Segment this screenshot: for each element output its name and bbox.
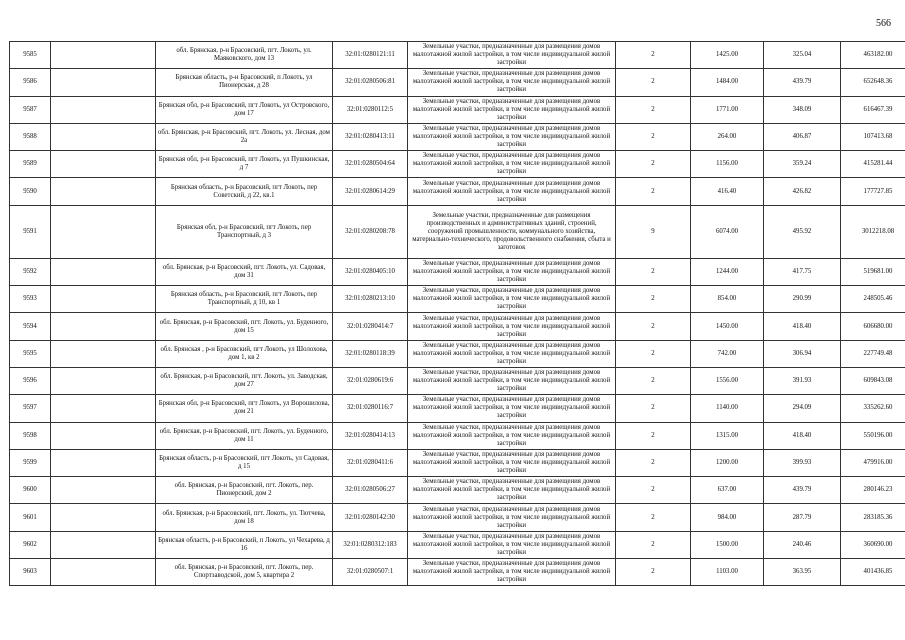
- cadastral-value-cell: 652648.36: [841, 69, 905, 96]
- address-cell: обл. Брянская, р-н Брасовский, пгт. Локоть, ул. Заводская, дом 27: [156, 367, 333, 394]
- address-cell: обл. Брянская, р-н Брасовский, пгт. Локоть, ул. Тютчева, дом 18: [156, 504, 333, 531]
- use-group-cell: 2: [616, 422, 691, 449]
- specific-value-cell: 306.94: [764, 340, 841, 367]
- area-cell: 6074.00: [691, 205, 764, 258]
- table-row: [10, 96, 905, 123]
- table-row: [10, 313, 905, 340]
- area-cell: 637.00: [691, 477, 764, 504]
- table-row: [10, 178, 905, 205]
- land-use-cell: Земельные участки, предназначенные для размещения домов малоэтажной жилой застройки, в том числе индивидуальной жилой застройки: [408, 395, 616, 422]
- cadastral-number-cell: 32:01:0280405:10: [333, 258, 408, 285]
- land-use-cell: Земельные участки, предназначенные для размещения домов малоэтажной жилой застройки, в том числе индивидуальной жилой застройки: [408, 178, 616, 205]
- area-cell: 1244.00: [691, 258, 764, 285]
- land-use-cell: Земельные участки, предназначенные для размещения домов малоэтажной жилой застройки, в том числе индивидуальной жилой застройки: [408, 340, 616, 367]
- cadastral-value-cell: 227749.48: [841, 340, 905, 367]
- use-group-cell: 2: [616, 123, 691, 150]
- use-group-cell: 2: [616, 531, 691, 558]
- row-number-cell: 9595: [10, 340, 51, 367]
- cadastral-number-cell: 32:01:0280142:30: [333, 504, 408, 531]
- specific-value-cell: 391.93: [764, 367, 841, 394]
- use-group-cell: 2: [616, 477, 691, 504]
- specific-value-cell: 439.79: [764, 477, 841, 504]
- blank-cell: [51, 367, 156, 394]
- cadastral-number-cell: 32:01:0280413:11: [333, 123, 408, 150]
- row-number-cell: 9585: [10, 42, 51, 69]
- cadastral-value-cell: 3012218.08: [841, 205, 905, 258]
- table-row: [10, 340, 905, 367]
- land-use-cell: Земельные участки, предназначенные для размещения домов малоэтажной жилой застройки, в том числе индивидуальной жилой застройки: [408, 151, 616, 178]
- row-number-cell: 9598: [10, 422, 51, 449]
- address-cell: обл. Брянская, р-н Брасовский, пгт. Локоть, ул. Буденного, дом 11: [156, 422, 333, 449]
- land-use-cell: Земельные участки, предназначенные для размещения производственных и административных зданий, строений, сооружений промышленности, коммунального хозяйства, материально-технического, продовольственного снабжения, сбыта и заготовок: [408, 205, 616, 258]
- cadastral-number-cell: 32:01:0280414:7: [333, 313, 408, 340]
- address-cell: обл. Брянская, р-н Брасовский, пгт. Локоть, пер. Спортзаводской, дом 5, квартира 2: [156, 559, 333, 586]
- cadastral-number-cell: 32:01:0280614:29: [333, 178, 408, 205]
- address-cell: обл. Брянская, р-н Брасовский, пгт. Локоть, ул. Маяковского, дом 13: [156, 42, 333, 69]
- cadastral-number-cell: 32:01:0280507:1: [333, 559, 408, 586]
- cadastral-number-cell: 32:01:0280213:10: [333, 286, 408, 313]
- specific-value-cell: 348.09: [764, 96, 841, 123]
- address-cell: Брянская обл, р-н Брасовский, пгт Локоть, ул Островского, дом 17: [156, 96, 333, 123]
- row-number-cell: 9594: [10, 313, 51, 340]
- row-number-cell: 9599: [10, 449, 51, 476]
- address-cell: Брянская область, р-н Брасовский, пгт Локоть, пер Советский, д 22, кв.1: [156, 178, 333, 205]
- cadastral-value-cell: 550196.00: [841, 422, 905, 449]
- row-number-cell: 9592: [10, 258, 51, 285]
- address-cell: Брянская область, р-н Брасовский, п Локоть, ул Чехарева, д 16: [156, 531, 333, 558]
- land-use-cell: Земельные участки, предназначенные для размещения домов малоэтажной жилой застройки, в том числе индивидуальной жилой застройки: [408, 422, 616, 449]
- cadastral-value-cell: 479916.00: [841, 449, 905, 476]
- area-cell: 416.40: [691, 178, 764, 205]
- address-cell: Брянская обл, р-н Брасовский, пгт Локоть, пер Транспортный, д 3: [156, 205, 333, 258]
- use-group-cell: 2: [616, 504, 691, 531]
- specific-value-cell: 495.92: [764, 205, 841, 258]
- use-group-cell: 2: [616, 286, 691, 313]
- area-cell: 1140.00: [691, 395, 764, 422]
- area-cell: 1556.00: [691, 367, 764, 394]
- row-number-cell: 9596: [10, 367, 51, 394]
- cadastral-number-cell: 32:01:0280116:7: [333, 395, 408, 422]
- blank-cell: [51, 477, 156, 504]
- table-row: [10, 69, 905, 96]
- use-group-cell: 9: [616, 205, 691, 258]
- land-use-cell: Земельные участки, предназначенные для размещения домов малоэтажной жилой застройки, в том числе индивидуальной жилой застройки: [408, 559, 616, 586]
- table-row: [10, 559, 905, 586]
- blank-cell: [51, 178, 156, 205]
- row-number-cell: 9600: [10, 477, 51, 504]
- area-cell: 1450.00: [691, 313, 764, 340]
- blank-cell: [51, 286, 156, 313]
- row-number-cell: 9588: [10, 123, 51, 150]
- cadastral-value-cell: 177727.85: [841, 178, 905, 205]
- cadastral-number-cell: 32:01:0280312:183: [333, 531, 408, 558]
- specific-value-cell: 359.24: [764, 151, 841, 178]
- blank-cell: [51, 96, 156, 123]
- row-number-cell: 9591: [10, 205, 51, 258]
- cadastral-value-cell: 107413.68: [841, 123, 905, 150]
- land-use-cell: Земельные участки, предназначенные для размещения домов малоэтажной жилой застройки, в том числе индивидуальной жилой застройки: [408, 123, 616, 150]
- use-group-cell: 2: [616, 313, 691, 340]
- area-cell: 1103.00: [691, 559, 764, 586]
- land-use-cell: Земельные участки, предназначенные для размещения домов малоэтажной жилой застройки, в том числе индивидуальной жилой застройки: [408, 367, 616, 394]
- land-use-cell: Земельные участки, предназначенные для размещения домов малоэтажной жилой застройки, в том числе индивидуальной жилой застройки: [408, 96, 616, 123]
- row-number-cell: 9603: [10, 559, 51, 586]
- cadastral-number-cell: 32:01:0280504:64: [333, 151, 408, 178]
- table-row: [10, 367, 905, 394]
- blank-cell: [51, 205, 156, 258]
- specific-value-cell: 426.82: [764, 178, 841, 205]
- table-row: [10, 531, 905, 558]
- address-cell: Брянская область, р-н Брасовский, пгт Локоть, пер Транспортный, д 10, кв 1: [156, 286, 333, 313]
- blank-cell: [51, 340, 156, 367]
- row-number-cell: 9586: [10, 69, 51, 96]
- row-number-cell: 9593: [10, 286, 51, 313]
- blank-cell: [51, 42, 156, 69]
- blank-cell: [51, 151, 156, 178]
- address-cell: Брянская обл, р-н Брасовский, пгт Локоть, ул Ворошилова, дом 21: [156, 395, 333, 422]
- table-row: [10, 123, 905, 150]
- row-number-cell: 9601: [10, 504, 51, 531]
- land-use-cell: Земельные участки, предназначенные для размещения домов малоэтажной жилой застройки, в том числе индивидуальной жилой застройки: [408, 313, 616, 340]
- area-cell: 1315.00: [691, 422, 764, 449]
- address-cell: обл. Брянская, р-н Брасовский, пгт. Локоть, ул. Лесная, дом 2а: [156, 123, 333, 150]
- cadastral-value-cell: 280146.23: [841, 477, 905, 504]
- specific-value-cell: 287.79: [764, 504, 841, 531]
- cadastral-number-cell: 32:01:0280208:78: [333, 205, 408, 258]
- area-cell: 742.00: [691, 340, 764, 367]
- row-number-cell: 9597: [10, 395, 51, 422]
- cadastral-number-cell: 32:01:0280112:5: [333, 96, 408, 123]
- cadastral-value-cell: 360690.00: [841, 531, 905, 558]
- specific-value-cell: 418.40: [764, 313, 841, 340]
- use-group-cell: 2: [616, 151, 691, 178]
- cadastral-value-cell: 609843.08: [841, 367, 905, 394]
- table-row: [10, 205, 905, 258]
- cadastral-value-cell: 519681.00: [841, 258, 905, 285]
- use-group-cell: 2: [616, 449, 691, 476]
- blank-cell: [51, 559, 156, 586]
- cadastral-value-cell: 616467.39: [841, 96, 905, 123]
- area-cell: 264.00: [691, 123, 764, 150]
- table-row: [10, 258, 905, 285]
- use-group-cell: 2: [616, 367, 691, 394]
- blank-cell: [51, 504, 156, 531]
- cadastral-value-cell: 463182.00: [841, 42, 905, 69]
- address-cell: Брянская обл, р-н Брасовский, пгт Локоть, ул Пушкинская, д 7: [156, 151, 333, 178]
- use-group-cell: 2: [616, 340, 691, 367]
- use-group-cell: 2: [616, 69, 691, 96]
- row-number-cell: 9590: [10, 178, 51, 205]
- cadastral-value-cell: 335262.60: [841, 395, 905, 422]
- cadastral-number-cell: 32:01:0280411:6: [333, 449, 408, 476]
- area-cell: 1425.00: [691, 42, 764, 69]
- area-cell: 1200.00: [691, 449, 764, 476]
- specific-value-cell: 439.79: [764, 69, 841, 96]
- page-number: 566: [876, 18, 891, 29]
- land-use-cell: Земельные участки, предназначенные для размещения домов малоэтажной жилой застройки, в том числе индивидуальной жилой застройки: [408, 258, 616, 285]
- land-use-cell: Земельные участки, предназначенные для размещения домов малоэтажной жилой застройки, в том числе индивидуальной жилой застройки: [408, 69, 616, 96]
- address-cell: обл. Брянская, р-н Брасовский, пгт. Локоть, пер. Пионерский, дом 2: [156, 477, 333, 504]
- area-cell: 1500.00: [691, 531, 764, 558]
- table-row: [10, 395, 905, 422]
- land-use-cell: Земельные участки, предназначенные для размещения домов малоэтажной жилой застройки, в том числе индивидуальной жилой застройки: [408, 42, 616, 69]
- row-number-cell: 9589: [10, 151, 51, 178]
- area-cell: 854.00: [691, 286, 764, 313]
- land-use-cell: Земельные участки, предназначенные для размещения домов малоэтажной жилой застройки, в том числе индивидуальной жилой застройки: [408, 504, 616, 531]
- area-cell: 1484.00: [691, 69, 764, 96]
- blank-cell: [51, 258, 156, 285]
- table-row: [10, 422, 905, 449]
- use-group-cell: 2: [616, 559, 691, 586]
- use-group-cell: 2: [616, 395, 691, 422]
- cadastral-value-cell: 415281.44: [841, 151, 905, 178]
- cadastral-value-cell: 248505.46: [841, 286, 905, 313]
- land-use-cell: Земельные участки, предназначенные для размещения домов малоэтажной жилой застройки, в том числе индивидуальной жилой застройки: [408, 477, 616, 504]
- cadastral-number-cell: 32:01:0280121:11: [333, 42, 408, 69]
- table-body: [10, 42, 905, 586]
- address-cell: Брянская область, р-н Брасовский, п Локоть, ул Пионерская, д 28: [156, 69, 333, 96]
- area-cell: 1156.00: [691, 151, 764, 178]
- land-use-cell: Земельные участки, предназначенные для размещения домов малоэтажной жилой застройки, в том числе индивидуальной жилой застройки: [408, 449, 616, 476]
- specific-value-cell: 294.09: [764, 395, 841, 422]
- address-cell: обл. Брянская , р-н Брасовский, пгт Локоть, ул Шолохова, дом 1, кв 2: [156, 340, 333, 367]
- address-cell: Брянская область, р-н Брасовский, пгт Локоть, ул Садовая, д 15: [156, 449, 333, 476]
- address-cell: обл. Брянская, р-н Брасовский, пгт. Локоть, ул. Садовая, дом 31: [156, 258, 333, 285]
- blank-cell: [51, 449, 156, 476]
- table-row: [10, 477, 905, 504]
- table-row: [10, 151, 905, 178]
- use-group-cell: 2: [616, 178, 691, 205]
- cadastral-value-table: [9, 41, 905, 586]
- cadastral-number-cell: 32:01:0280506:81: [333, 69, 408, 96]
- specific-value-cell: 417.75: [764, 258, 841, 285]
- specific-value-cell: 399.93: [764, 449, 841, 476]
- use-group-cell: 2: [616, 96, 691, 123]
- cadastral-value-cell: 606680.00: [841, 313, 905, 340]
- row-number-cell: 9602: [10, 531, 51, 558]
- area-cell: 984.00: [691, 504, 764, 531]
- specific-value-cell: 418.40: [764, 422, 841, 449]
- blank-cell: [51, 123, 156, 150]
- land-use-cell: Земельные участки, предназначенные для размещения домов малоэтажной жилой застройки, в том числе индивидуальной жилой застройки: [408, 531, 616, 558]
- table-row: [10, 42, 905, 69]
- area-cell: 1771.00: [691, 96, 764, 123]
- row-number-cell: 9587: [10, 96, 51, 123]
- use-group-cell: 2: [616, 258, 691, 285]
- specific-value-cell: 363.95: [764, 559, 841, 586]
- blank-cell: [51, 395, 156, 422]
- land-use-cell: Земельные участки, предназначенные для размещения домов малоэтажной жилой застройки, в том числе индивидуальной жилой застройки: [408, 286, 616, 313]
- table-row: [10, 286, 905, 313]
- specific-value-cell: 406.87: [764, 123, 841, 150]
- table-row: [10, 449, 905, 476]
- cadastral-number-cell: 32:01:0280118:39: [333, 340, 408, 367]
- cadastral-value-cell: 283185.36: [841, 504, 905, 531]
- blank-cell: [51, 531, 156, 558]
- specific-value-cell: 240.46: [764, 531, 841, 558]
- use-group-cell: 2: [616, 42, 691, 69]
- cadastral-number-cell: 32:01:0280506:27: [333, 477, 408, 504]
- cadastral-value-cell: 401436.85: [841, 559, 905, 586]
- blank-cell: [51, 313, 156, 340]
- specific-value-cell: 325.04: [764, 42, 841, 69]
- specific-value-cell: 290.99: [764, 286, 841, 313]
- table-row: [10, 504, 905, 531]
- blank-cell: [51, 422, 156, 449]
- blank-cell: [51, 69, 156, 96]
- cadastral-number-cell: 32:01:0280414:13: [333, 422, 408, 449]
- address-cell: обл. Брянская, р-н Брасовский, пгт. Локоть, ул. Буденного, дом 15: [156, 313, 333, 340]
- cadastral-number-cell: 32:01:0280619:6: [333, 367, 408, 394]
